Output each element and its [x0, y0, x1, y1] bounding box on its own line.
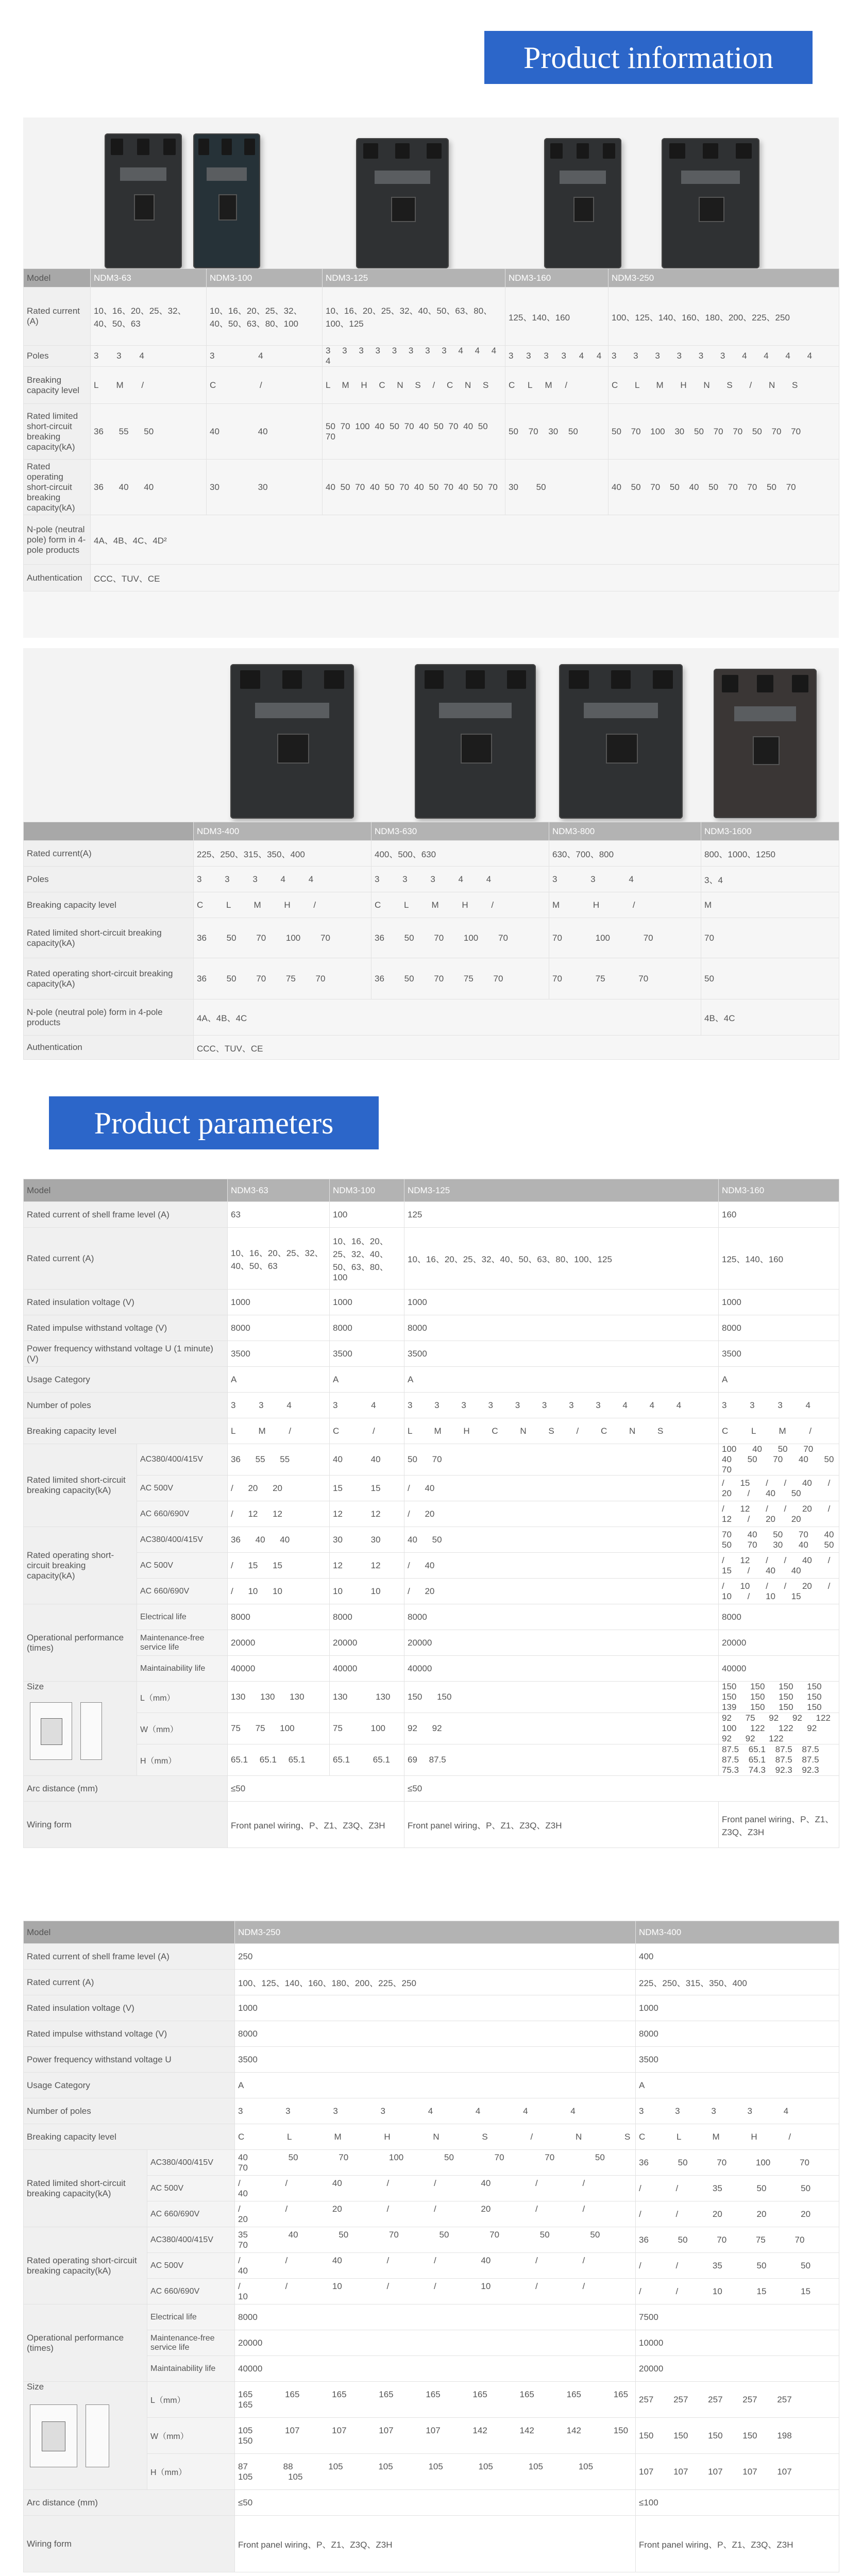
cell: 50 70 100 30 50 70 70 50 70 70 [609, 404, 839, 460]
cell: Rated current of shell frame level (A) [24, 1202, 228, 1228]
cell: 70 100 70 [549, 918, 701, 958]
cell: 10、16、20、25、32、40、50、63 [228, 1228, 330, 1290]
cell: 87.5 65.1 87.5 87.5 87.5 65.1 87.5 87.5 75.3 74.3 92.3 92.3 [719, 1744, 839, 1776]
info-section-1 [23, 117, 839, 638]
cell: 15 15 [330, 1476, 404, 1501]
cell: 36 55 50 [91, 404, 207, 460]
cell: Maintenance-free service life [137, 1630, 228, 1656]
cell: 36 50 70 75 70 [371, 958, 549, 999]
cell: AC 500V [147, 2176, 235, 2201]
cell: / 20 [404, 1501, 719, 1527]
cell: NDM3-125 [404, 1179, 719, 1202]
cell: AC 500V [147, 2253, 235, 2279]
cell: 1000 [235, 1995, 636, 2021]
cell: 50 [701, 958, 839, 999]
cell: 40000 [719, 1656, 839, 1682]
cell: A [719, 1367, 839, 1393]
cell: Rated impulse withstand voltage (V) [24, 1315, 228, 1341]
cell: 1000 [636, 1995, 839, 2021]
params-section-2 [23, 1921, 839, 2576]
cell: Model [24, 1921, 235, 1944]
cell: 3 4 [207, 346, 323, 367]
cell: / 12 / / 40 / 15 / 40 40 [719, 1553, 839, 1579]
cell: 1000 [330, 1290, 404, 1315]
cell: / / 35 50 50 [636, 2176, 839, 2201]
size-label: Size [27, 1682, 44, 1691]
cell: 400 [636, 1944, 839, 1970]
cell: L M H C N S / C N S [404, 1418, 719, 1444]
cell: AC380/400/415V [147, 2150, 235, 2176]
cell: 3 3 3 3 4 [636, 2098, 839, 2124]
cell: 36 50 70 75 70 [636, 2227, 839, 2253]
cell: 3 3 3 4 4 [194, 867, 371, 892]
cell: 8000 [235, 2304, 636, 2330]
cell: 1000 [404, 1290, 719, 1315]
cell: C / [330, 1418, 404, 1444]
cell: 3 3 3 4 [719, 1393, 839, 1418]
cell: 100、125、140、160、180、200、225、250 [609, 287, 839, 346]
cell: 65.1 65.1 [330, 1744, 404, 1776]
cell: 3 3 3 4 4 [371, 867, 549, 892]
cell: Front panel wiring、P、Z1、Z3Q、Z3H [719, 1802, 839, 1848]
cell: 70 40 50 70 40 50 70 30 40 50 [719, 1527, 839, 1553]
cell: Operational performance (times) [24, 2304, 147, 2382]
cell: 36 40 40 [228, 1527, 330, 1553]
cell: 10、16、20、25、32、40、50、63、80、100 [330, 1228, 404, 1290]
cell: 36 40 40 [91, 460, 207, 515]
cell: 20000 [228, 1630, 330, 1656]
info-section-2 [23, 648, 839, 1059]
cell: / 20 20 [228, 1476, 330, 1501]
cell: 10 10 [330, 1579, 404, 1604]
cell: 3、4 [701, 867, 839, 892]
cell: 100 [330, 1202, 404, 1228]
cell: 3 3 4 [228, 1393, 330, 1418]
cell: 125 [404, 1202, 719, 1228]
cell: Front panel wiring、P、Z1、Z3Q、Z3H [404, 1802, 719, 1848]
cell: NDM3-160 [505, 269, 609, 287]
cell: NDM3-63 [228, 1179, 330, 1202]
cell: 70 75 70 [549, 958, 701, 999]
cell: 130 130 [330, 1682, 404, 1713]
cell: 30 30 [207, 460, 323, 515]
cell: 8000 [719, 1604, 839, 1630]
cell: H（mm） [147, 2454, 235, 2490]
cell: 10、16、20、25、32、40、50、63、80、100 [207, 287, 323, 346]
cell: 3 4 [330, 1393, 404, 1418]
cell: Rated current (A) [24, 1228, 228, 1290]
cell: 400、500、630 [371, 841, 549, 867]
cell: 130 130 130 [228, 1682, 330, 1713]
cell: L（mm） [137, 1682, 228, 1713]
cell: NDM3-125 [323, 269, 505, 287]
cell: AC380/400/415V [147, 2227, 235, 2253]
cell: ≤100 [636, 2490, 839, 2516]
cell: / / 20 / / 20 / / 20 [235, 2201, 636, 2227]
size-diagram-side [80, 1702, 102, 1760]
cell [24, 822, 194, 841]
cell: / 15 15 [228, 1553, 330, 1579]
cell: 3500 [330, 1341, 404, 1367]
cell: A [228, 1367, 330, 1393]
cell: 105 107 107 107 107 142 142 142 150 150 [235, 2418, 636, 2454]
cell: 630、700、800 [549, 841, 701, 867]
cell: A [330, 1367, 404, 1393]
cell: 250 [235, 1944, 636, 1970]
cell: 63 [228, 1202, 330, 1228]
cell: NDM3-160 [719, 1179, 839, 1202]
cell: C L M H / [194, 892, 371, 918]
cell: Rated limited short-circuit breaking capacity(kA) [24, 404, 91, 460]
cell: ≤50 [235, 2490, 636, 2516]
cell: A [636, 2073, 839, 2098]
breaker-image-ndm3-1600 [714, 669, 817, 818]
cell: M [701, 892, 839, 918]
product-information-banner [484, 31, 813, 84]
cell: Rated limited short-circuit breaking capacity(kA) [24, 918, 194, 958]
cell: / 40 [404, 1553, 719, 1579]
cell: 30 30 [330, 1527, 404, 1553]
cell: AC 500V [137, 1553, 228, 1579]
cell: 20000 [330, 1630, 404, 1656]
cell: CCC、TUV、CE [194, 1036, 839, 1060]
cell: 3 3 3 3 4 4 4 4 [235, 2098, 636, 2124]
cell: 10、16、20、25、32、40、50、63、80、100、125 [323, 287, 505, 346]
breaker-image-ndm3-630 [415, 664, 536, 819]
cell: 3 3 3 3 4 4 [505, 346, 609, 367]
cell: NDM3-800 [549, 822, 701, 841]
cell: Front panel wiring、P、Z1、Z3Q、Z3H [235, 2516, 636, 2572]
cell: 65.1 65.1 65.1 [228, 1744, 330, 1776]
cell: NDM3-400 [636, 1921, 839, 1944]
cell: AC 660/690V [147, 2201, 235, 2227]
cell [24, 1682, 137, 1776]
cell: 257 257 257 257 257 [636, 2382, 839, 2418]
breaker-image-ndm3-400 [230, 664, 354, 819]
cell: Maintenance-free service life [147, 2330, 235, 2356]
cell: 75 100 [330, 1713, 404, 1744]
cell: 4B、4C [701, 999, 839, 1036]
cell: 800、1000、1250 [701, 841, 839, 867]
cell: 3500 [235, 2047, 636, 2073]
cell: 8000 [404, 1315, 719, 1341]
cell: 36 55 55 [228, 1444, 330, 1476]
cell: 7500 [636, 2304, 839, 2330]
cell: Poles [24, 346, 91, 367]
cell: 36 50 70 100 70 [636, 2150, 839, 2176]
cell: / 10 10 [228, 1579, 330, 1604]
cell: 92 92 [404, 1713, 719, 1744]
info-table-2 [23, 822, 839, 1060]
cell: Power frequency withstand voltage U (1 minute) (V) [24, 1341, 228, 1367]
cell: ≤50 [404, 1776, 839, 1802]
cell: 3500 [719, 1341, 839, 1367]
breaker-image-ndm3-160 [544, 138, 621, 268]
cell: 36 50 70 100 70 [371, 918, 549, 958]
cell: AC 660/690V [137, 1579, 228, 1604]
cell: W（mm） [137, 1713, 228, 1744]
cell: / 15 / / 40 / 20 / 40 50 [719, 1476, 839, 1501]
cell: / 20 [404, 1579, 719, 1604]
cell [24, 2382, 147, 2490]
cell: 225、250、315、350、400 [636, 1970, 839, 1995]
cell: Model [24, 269, 91, 287]
cell: CCC、TUV、CE [91, 565, 839, 591]
breaker-image-ndm3-125 [356, 138, 449, 268]
cell: 225、250、315、350、400 [194, 841, 371, 867]
cell: 10000 [636, 2330, 839, 2356]
product-images-row-2 [23, 648, 839, 822]
cell: Operational performance (times) [24, 1604, 137, 1682]
cell: / / 35 50 50 [636, 2253, 839, 2279]
banner-title: Product information [523, 40, 773, 75]
cell: / 12 / / 20 / 12 / 20 20 [719, 1501, 839, 1527]
cell: Front panel wiring、P、Z1、Z3Q、Z3H [228, 1802, 404, 1848]
cell: Electrical life [147, 2304, 235, 2330]
cell: / 12 12 [228, 1501, 330, 1527]
product-images-row-1 [23, 117, 839, 268]
cell: NDM3-1600 [701, 822, 839, 841]
cell: / / 40 / / 40 / / 40 [235, 2253, 636, 2279]
cell: / 40 [404, 1476, 719, 1501]
cell: 100、125、140、160、180、200、225、250 [235, 1970, 636, 1995]
cell: 50 70 100 40 50 70 40 50 70 40 50 70 [323, 404, 505, 460]
cell: 8000 [228, 1315, 330, 1341]
cell: 36 50 70 100 70 [194, 918, 371, 958]
cell: H（mm） [137, 1744, 228, 1776]
cell: Usage Category [24, 2073, 235, 2098]
cell: 50 70 30 50 [505, 404, 609, 460]
size-diagram [30, 1702, 72, 1760]
cell: Arc distance (mm) [24, 2490, 235, 2516]
cell: AC 660/690V [147, 2279, 235, 2304]
cell: 20000 [404, 1630, 719, 1656]
breaker-image-ndm3-800 [559, 664, 683, 819]
cell: Rated insulation voltage (V) [24, 1995, 235, 2021]
cell: 40 40 [207, 404, 323, 460]
cell: 150 150 150 150 150 150 150 150 139 150 150 150 [719, 1682, 839, 1713]
cell: Usage Category [24, 1367, 228, 1393]
cell: 3 3 3 3 3 3 3 3 4 4 4 [404, 1393, 719, 1418]
cell: 40000 [228, 1656, 330, 1682]
cell: L（mm） [147, 2382, 235, 2418]
cell: Rated operating short-circuit breaking capacity(kA) [24, 1527, 137, 1604]
size-diagram [30, 2404, 77, 2467]
cell: C L M / [719, 1418, 839, 1444]
cell: N-pole (neutral pole) form in 4-pole products [24, 999, 194, 1036]
cell: Poles [24, 867, 194, 892]
cell: 40 40 [330, 1444, 404, 1476]
cell: 3 3 3 3 3 3 3 3 4 4 4 4 [323, 346, 505, 367]
cell: 40 50 70 40 50 70 40 50 70 40 50 70 [323, 460, 505, 515]
cell: N-pole (neutral pole) form in 4-pole products [24, 515, 91, 565]
cell: / / 20 20 20 [636, 2201, 839, 2227]
breaker-image-ndm3-63 [105, 133, 182, 268]
cell: C L M H / [371, 892, 549, 918]
cell: Rated insulation voltage (V) [24, 1290, 228, 1315]
cell: 40000 [404, 1656, 719, 1682]
cell: 20000 [235, 2330, 636, 2356]
cell: L M / [228, 1418, 330, 1444]
cell: 3500 [404, 1341, 719, 1367]
cell: Rated operating short-circuit breaking capacity(kA) [24, 460, 91, 515]
cell: AC 500V [137, 1476, 228, 1501]
cell: Wiring form [24, 1802, 228, 1848]
cell: 20000 [719, 1630, 839, 1656]
cell: Electrical life [137, 1604, 228, 1630]
cell: M H / [549, 892, 701, 918]
cell: 8000 [330, 1315, 404, 1341]
cell: W（mm） [147, 2418, 235, 2454]
cell: / / 10 15 15 [636, 2279, 839, 2304]
cell: NDM3-63 [91, 269, 207, 287]
breaker-image-ndm3-100 [193, 133, 260, 268]
cell: C L M / [505, 367, 609, 404]
cell: 8000 [228, 1604, 330, 1630]
cell: ≤50 [228, 1776, 404, 1802]
banner-title: Product parameters [94, 1106, 334, 1140]
cell: Maintainability life [147, 2356, 235, 2382]
cell: AC 660/690V [137, 1501, 228, 1527]
cell: 125、140、160 [719, 1228, 839, 1290]
cell: 3500 [636, 2047, 839, 2073]
cell: 8000 [636, 2021, 839, 2047]
cell: 10、16、20、25、32、40、50、63、80、100、125 [404, 1228, 719, 1290]
cell: C L M H N S / N S [235, 2124, 636, 2150]
cell: 100 40 50 70 40 50 70 40 50 70 [719, 1444, 839, 1476]
cell: 150 150 [404, 1682, 719, 1713]
cell: Wiring form [24, 2516, 235, 2572]
cell: 92 75 92 92 122 100 122 122 92 92 92 122 [719, 1713, 839, 1744]
breaker-image-ndm3-250 [662, 138, 759, 268]
cell: 40 50 70 50 40 50 70 70 50 70 [609, 460, 839, 515]
cell: C / [207, 367, 323, 404]
cell: AC380/400/415V [137, 1527, 228, 1553]
cell: C L M H / [636, 2124, 839, 2150]
cell: Number of poles [24, 2098, 235, 2124]
cell: 4A、4B、4C [194, 999, 701, 1036]
cell: NDM3-400 [194, 822, 371, 841]
cell: 3 3 4 [549, 867, 701, 892]
cell: Maintainability life [137, 1656, 228, 1682]
cell: 30 50 [505, 460, 609, 515]
cell: 8000 [330, 1604, 404, 1630]
cell: NDM3-100 [207, 269, 323, 287]
cell: Breaking capacity level [24, 367, 91, 404]
cell: 69 87.5 [404, 1744, 719, 1776]
cell: 3500 [228, 1341, 330, 1367]
cell: NDM3-250 [235, 1921, 636, 1944]
cell: 4A、4B、4C、4D² [91, 515, 839, 565]
cell: Front panel wiring、P、Z1、Z3Q、Z3H [636, 2516, 839, 2572]
cell: 50 70 [404, 1444, 719, 1476]
cell: 3 3 4 [91, 346, 207, 367]
cell: Rated current (A) [24, 1970, 235, 1995]
cell: Rated current(A) [24, 841, 194, 867]
cell: 107 107 107 107 107 [636, 2454, 839, 2490]
cell: AC380/400/415V [137, 1444, 228, 1476]
cell: 75 75 100 [228, 1713, 330, 1744]
cell: 40 50 [404, 1527, 719, 1553]
cell: 12 12 [330, 1553, 404, 1579]
cell: 36 50 70 75 70 [194, 958, 371, 999]
cell: 3 3 3 3 3 3 4 4 4 4 [609, 346, 839, 367]
cell: 20000 [636, 2356, 839, 2382]
size-diagram-side [86, 2404, 109, 2467]
cell: / / 40 / / 40 / / 40 [235, 2176, 636, 2201]
cell: 70 [701, 918, 839, 958]
cell: Model [24, 1179, 228, 1202]
cell: Breaking capacity level [24, 2124, 235, 2150]
cell: / / 10 / / 10 / / 10 [235, 2279, 636, 2304]
cell: Arc distance (mm) [24, 1776, 228, 1802]
product-parameters-banner [49, 1096, 379, 1149]
params-table-1 [23, 1179, 839, 1848]
info-table-1 [23, 268, 839, 591]
cell: 40000 [330, 1656, 404, 1682]
cell: Breaking capacity level [24, 1418, 228, 1444]
cell: Rated operating short-circuit breaking capacity(kA) [24, 2227, 147, 2304]
cell: 8000 [719, 1315, 839, 1341]
cell: 35 40 50 70 50 70 50 50 70 [235, 2227, 636, 2253]
cell: Rated current of shell frame level (A) [24, 1944, 235, 1970]
cell: 40 50 70 100 50 70 70 50 70 [235, 2150, 636, 2176]
cell: 87 88 105 105 105 105 105 105 105 105 [235, 2454, 636, 2490]
cell: NDM3-100 [330, 1179, 404, 1202]
cell: Rated limited short-circuit breaking capacity(kA) [24, 2150, 147, 2227]
cell: 165 165 165 165 165 165 165 165 165 165 [235, 2382, 636, 2418]
cell: Rated operating short-circuit breaking capacity(kA) [24, 958, 194, 999]
cell: 12 12 [330, 1501, 404, 1527]
cell: NDM3-250 [609, 269, 839, 287]
cell: 40000 [235, 2356, 636, 2382]
cell: Rated impulse withstand voltage (V) [24, 2021, 235, 2047]
cell: Rated limited short-circuit breaking capacity(kA) [24, 1444, 137, 1527]
cell: A [404, 1367, 719, 1393]
cell: / 10 / / 20 / 10 / 10 15 [719, 1579, 839, 1604]
cell: 8000 [235, 2021, 636, 2047]
cell: A [235, 2073, 636, 2098]
cell: L M H C N S / C N S [323, 367, 505, 404]
cell: Authentication [24, 1036, 194, 1060]
cell: 1000 [719, 1290, 839, 1315]
cell: 1000 [228, 1290, 330, 1315]
size-label: Size [27, 2382, 44, 2392]
cell: 125、140、160 [505, 287, 609, 346]
cell: Power frequency withstand voltage U [24, 2047, 235, 2073]
cell: Breaking capacity level [24, 892, 194, 918]
params-section-1 [23, 1179, 839, 1905]
cell: 150 150 150 150 198 [636, 2418, 839, 2454]
cell: Rated current (A) [24, 287, 91, 346]
cell: NDM3-630 [371, 822, 549, 841]
cell: Authentication [24, 565, 91, 591]
params-table-2 [23, 1921, 839, 2572]
cell: L M / [91, 367, 207, 404]
cell: 10、16、20、25、32、40、50、63 [91, 287, 207, 346]
cell: C L M H N S / N S [609, 367, 839, 404]
cell: Number of poles [24, 1393, 228, 1418]
cell: 8000 [404, 1604, 719, 1630]
cell: 160 [719, 1202, 839, 1228]
